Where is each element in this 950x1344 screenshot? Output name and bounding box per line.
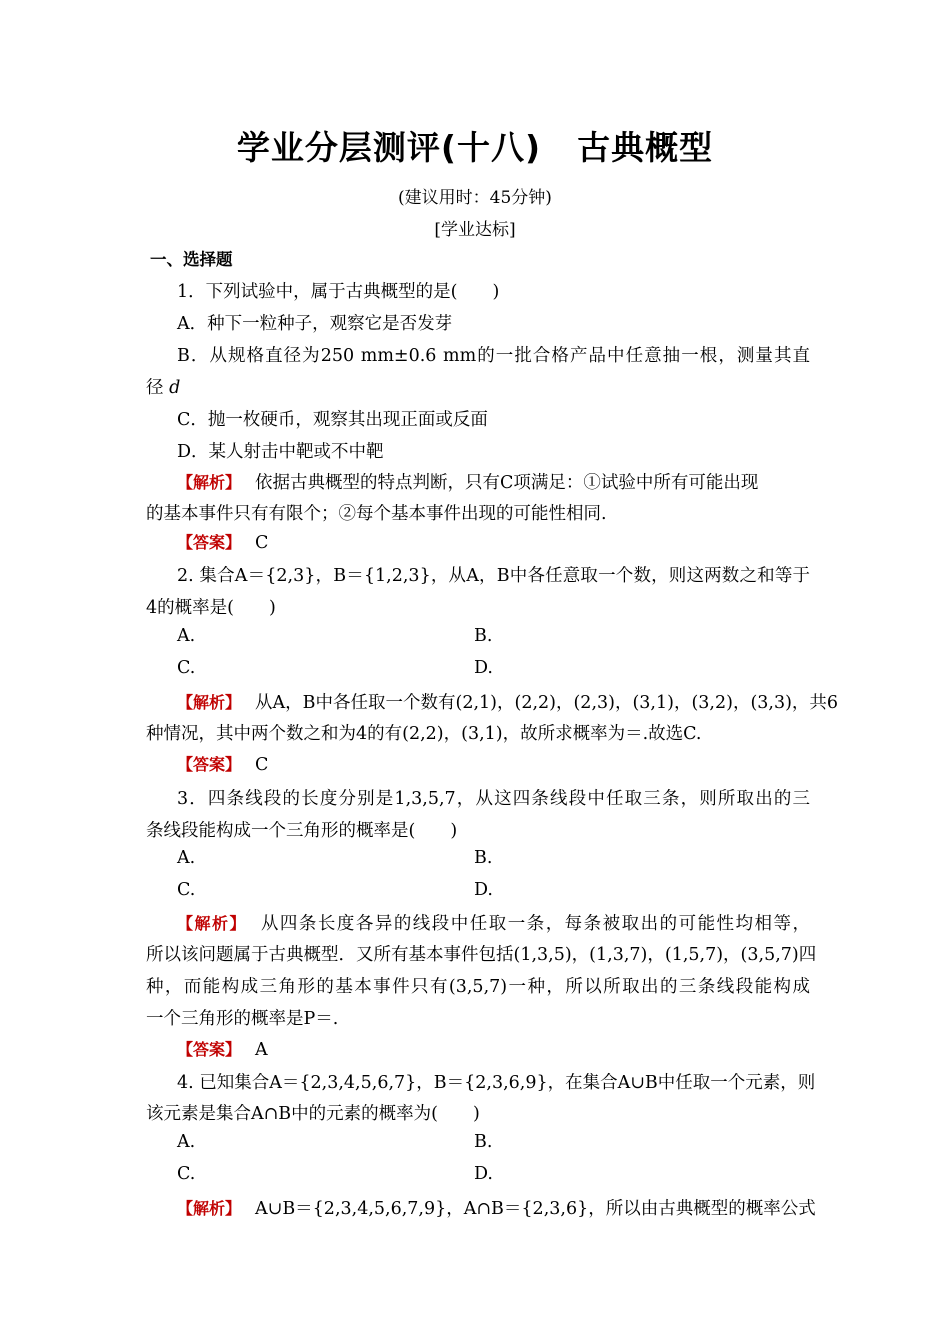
page-title: [0, 122, 950, 169]
q2-answer: 【答案】 C: [177, 755, 269, 775]
q4-option-b: B.: [474, 1132, 493, 1152]
q2-analysis-line1: 【解析】 从A，B中各任取一个数有(2,1)，(2,2)，(2,3)，(3,1)，(3,2)，(3,3)，共6: [177, 693, 839, 713]
analysis-tag: 【解析】: [177, 1199, 242, 1218]
q1-analysis-line1: 【解析】 依据古典概型的特点判断，只有C项满足：①试验中所有可能出现: [177, 473, 759, 493]
q2-option-d: D.: [474, 658, 493, 678]
q3-stem-line2: 条线段能构成一个三角形的概率是( ): [146, 821, 458, 841]
q4-option-a: A.: [177, 1132, 196, 1152]
q3-analysis-line1: 【解析】 从四条长度各异的线段中任取一条，每条被取出的可能性均相等，: [177, 914, 810, 934]
q2-option-a: A.: [177, 626, 196, 646]
answer-tag: 【答案】: [177, 755, 242, 774]
analysis-tag: 【解析】: [177, 693, 242, 712]
q3-analysis-line2: 所以该问题属于古典概型．又所有基本事件包括(1,3,5)，(1,3,7)，(1,5,7)，(3,5,7)四: [146, 945, 817, 965]
q3-analysis-line4: 一个三角形的概率是P＝.: [146, 1009, 339, 1029]
q3-option-c: C.: [177, 880, 196, 900]
q2-option-b: B.: [474, 626, 493, 646]
q2-analysis-line2: 种情况，其中两个数之和为4的有(2,2)，(3,1)，故所求概率为＝.故选C.: [146, 724, 702, 744]
answer-tag: 【答案】: [177, 533, 242, 552]
q4-stem-line2: 该元素是集合A∩B中的元素的概率为( ): [146, 1104, 480, 1124]
q1-option-c: C．抛一枚硬币，观察其出现正面或反面: [177, 410, 488, 430]
title-main: 学业分层测评(十八): [236, 128, 542, 167]
level-label: [学业达标]: [434, 220, 516, 240]
q1-analysis-line2: 的基本事件只有有限个；②每个基本事件出现的可能性相同.: [146, 504, 607, 524]
q1-stem: 1．下列试验中，属于古典概型的是( ): [177, 282, 500, 302]
q1-option-b-line2: 径 d: [146, 378, 181, 398]
time-note: (建议用时：45分钟): [398, 188, 552, 208]
analysis-tag: 【解析】: [177, 914, 247, 933]
section-heading: 一、选择题: [150, 250, 233, 269]
answer-tag: 【答案】: [177, 1040, 242, 1059]
q4-analysis-line1: 【解析】 A∪B＝{2,3,4,5,6,7,9}，A∩B＝{2,3,6}，所以由古典概型的概率公式: [177, 1199, 816, 1219]
q1-option-a: A．种下一粒种子，观察它是否发芽: [177, 314, 453, 334]
title-sub: 古典概型: [577, 128, 714, 167]
q4-option-c: C.: [177, 1164, 196, 1184]
q4-stem-line1: 4. 已知集合A＝{2,3,4,5,6,7}，B＝{2,3,6,9}，在集合A∪B中任取一个元素，则: [177, 1073, 816, 1093]
q1-option-d: D．某人射击中靶或不中靶: [177, 442, 384, 462]
q2-stem-line1: 2. 集合A＝{2,3}，B＝{1,2,3}，从A，B中各任意取一个数，则这两数之和等于: [177, 566, 810, 586]
q3-option-d: D.: [474, 880, 493, 900]
q2-option-c: C.: [177, 658, 196, 678]
q4-option-d: D.: [474, 1164, 493, 1184]
q1-answer: 【答案】 C: [177, 533, 269, 553]
q3-option-b: B.: [474, 848, 493, 868]
q3-answer: 【答案】 A: [177, 1040, 268, 1060]
q3-option-a: A.: [177, 848, 196, 868]
q1-option-b-line1: B．从规格直径为250 mm±0.6 mm的一批合格产品中任意抽一根，测量其直: [177, 346, 810, 366]
analysis-tag: 【解析】: [177, 473, 242, 492]
q3-analysis-line3: 种，而能构成三角形的基本事件只有(3,5,7)一种，所以所取出的三条线段能构成: [146, 977, 810, 997]
q2-stem-line2: 4的概率是( ): [146, 598, 276, 618]
q3-stem-line1: 3．四条线段的长度分别是1,3,5,7，从这四条线段中任取三条，则所取出的三: [177, 789, 810, 809]
